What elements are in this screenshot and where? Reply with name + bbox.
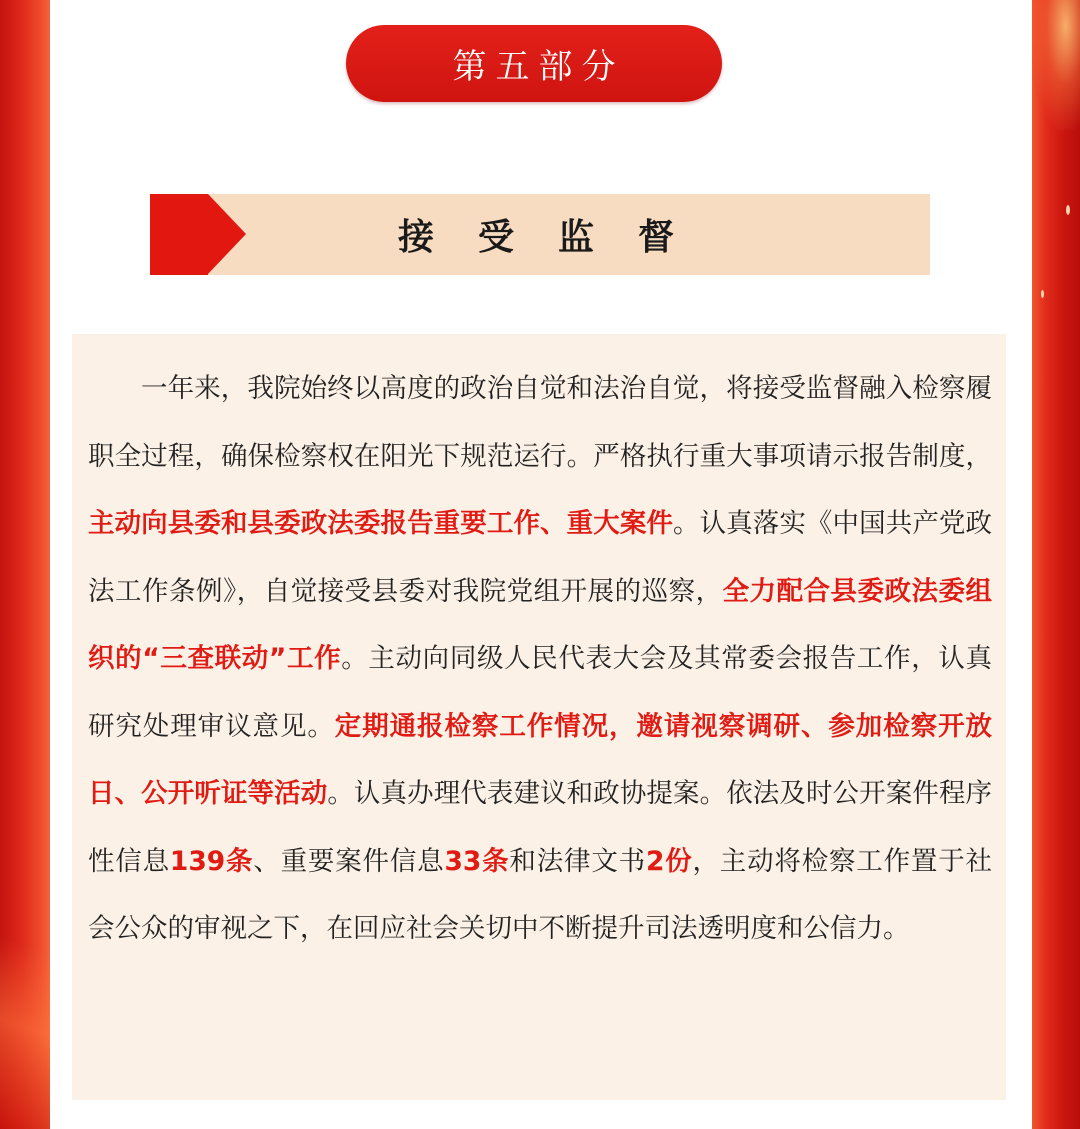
part-badge — [346, 25, 722, 102]
right-red-border — [1032, 0, 1080, 1129]
left-red-border — [0, 0, 50, 1129]
body-text: 和法律文书 — [509, 845, 646, 877]
sparkle-icon — [1066, 205, 1070, 215]
body-text: 。主动向同级人民代表大会及其常委会报告工作，认真研究处理审议意见。 — [88, 643, 992, 742]
left-border-fold-decoration — [0, 869, 50, 1129]
body-text: 一年来，我院始终以高度的政治自觉和法治自觉，将接受监督融入检察履职全过程，确保检察权在阳光下规范运行。严格执行重大事项请示报告制度， — [88, 373, 992, 472]
highlight-text: 主动向县委和县委政法委报告重要工作、重大案件 — [88, 508, 673, 539]
highlight-text: 全力配合县委政法委组织的“三查联动”工作 — [88, 575, 993, 674]
body-text: 。认真办理代表建议和政协提案。依法及时公开案件程序性信息 — [88, 778, 993, 877]
sparkle-icon — [1041, 290, 1044, 298]
highlight-text: 2份 — [645, 845, 693, 877]
section-title: 接受监督 — [397, 217, 718, 258]
part-label: 第五部分 — [452, 47, 625, 87]
body-text: ，主动将检察工作置于社会公众的审视之下，在回应社会关切中不断提升司法透明度和公信力。 — [88, 845, 992, 944]
highlight-text: 139条 — [169, 845, 254, 877]
body-text: 、重要案件信息 — [253, 845, 445, 877]
highlight-text: 定期通报检察工作情况，邀请视察调研、参加检察开放日、公开听证等活动 — [88, 710, 992, 809]
highlight-text: 33条 — [444, 845, 510, 877]
body-text: 。认真落实《中国共产党政法工作条例》，自觉接受县委对我院党组开展的巡察， — [88, 508, 993, 607]
body-paragraph — [88, 355, 992, 963]
right-border-glow-decoration — [1032, 0, 1080, 130]
